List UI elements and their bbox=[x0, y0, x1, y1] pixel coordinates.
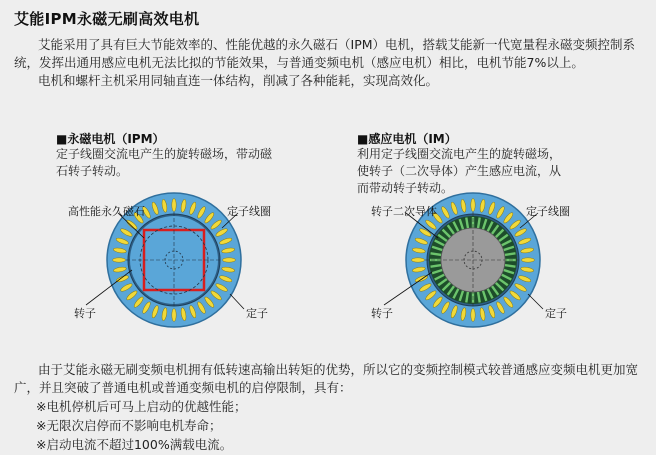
im-conductor-bar bbox=[478, 292, 480, 303]
im-heading: ■感应电机（IM） bbox=[357, 132, 457, 146]
advantage-item: ※电机停机后可马上启动的优越性能； bbox=[36, 399, 247, 414]
ipm-leader-stator bbox=[230, 294, 244, 309]
label-im-conductor: 转子二次导体 bbox=[371, 205, 437, 218]
ipm-coil-slot bbox=[172, 309, 176, 322]
label-ipm-rotor: 转子 bbox=[74, 307, 96, 320]
label-ipm-coil: 定子线圈 bbox=[227, 205, 271, 218]
im-coil-slot bbox=[412, 258, 425, 262]
im-desc-line-2: 使转子（二次导体）产生感应电流，从 bbox=[357, 164, 562, 178]
label-im-coil: 定子线圈 bbox=[526, 205, 570, 218]
label-ipm-magnet: 高性能永久磁石 bbox=[68, 205, 145, 218]
ipm-desc-line-2: 石转子转动。 bbox=[56, 164, 129, 178]
intro-paragraph-2: 电机和螺杆主机采用同轴直连一体结构，削减了各种能耗，实现高效化。 bbox=[38, 73, 439, 88]
ipm-desc-line-1: 定子线圈交流电产生的旋转磁场，带动磁 bbox=[56, 147, 273, 161]
advantages-paragraph: 由于艾能永磁无刷变频电机拥有低转速高输出转矩的优势，所以它的变频控制模式较普通感应变频电机更加宽广，并且突破了普通电机或普通变频电机的启停限制，具有： bbox=[14, 362, 639, 395]
im-desc-line-1: 利用定子线圈交流电产生的旋转磁场， bbox=[357, 147, 562, 161]
im-conductor-bar bbox=[466, 218, 468, 229]
im-conductor-bar bbox=[478, 218, 480, 229]
im-coil-slot bbox=[471, 309, 475, 322]
ipm-coil-slot bbox=[113, 258, 126, 262]
im-conductor-bar bbox=[505, 253, 516, 255]
advantages-list bbox=[36, 397, 246, 454]
ipm-coil-slot bbox=[172, 199, 176, 212]
im-leader-stator bbox=[528, 294, 543, 309]
ipm-heading: ■永磁电机（IPM） bbox=[56, 132, 165, 146]
im-conductor-bar bbox=[505, 265, 516, 267]
label-ipm-stator: 定子 bbox=[246, 307, 268, 320]
label-im-stator: 定子 bbox=[545, 307, 567, 320]
im-coil-slot bbox=[522, 258, 535, 262]
im-conductor-bar bbox=[466, 292, 468, 303]
ipm-coil-slot bbox=[223, 258, 236, 262]
im-desc-line-3: 而带动转子转动。 bbox=[357, 181, 454, 195]
intro-paragraph: 艾能采用了具有巨大节能效率的、性能优越的永久磁石（IPM）电机，搭载艾能新一代宽量程永磁变频控制系统，发挥出通用感应电机无法比拟的节能效果，与普通变频电机（感应电机）相比，电机节能7%以上。 bbox=[14, 37, 636, 70]
im-conductor-bar bbox=[431, 253, 442, 255]
advantage-item: ※启动电流不超过100%满载电流。 bbox=[36, 437, 233, 452]
im-coil-slot bbox=[471, 199, 475, 212]
im-conductor-bar bbox=[431, 265, 442, 267]
label-im-rotor: 转子 bbox=[371, 307, 393, 320]
advantage-item: ※无限次启停而不影响电机寿命； bbox=[36, 418, 222, 433]
page-title: 艾能IPM永磁无刷高效电机 bbox=[14, 10, 200, 28]
